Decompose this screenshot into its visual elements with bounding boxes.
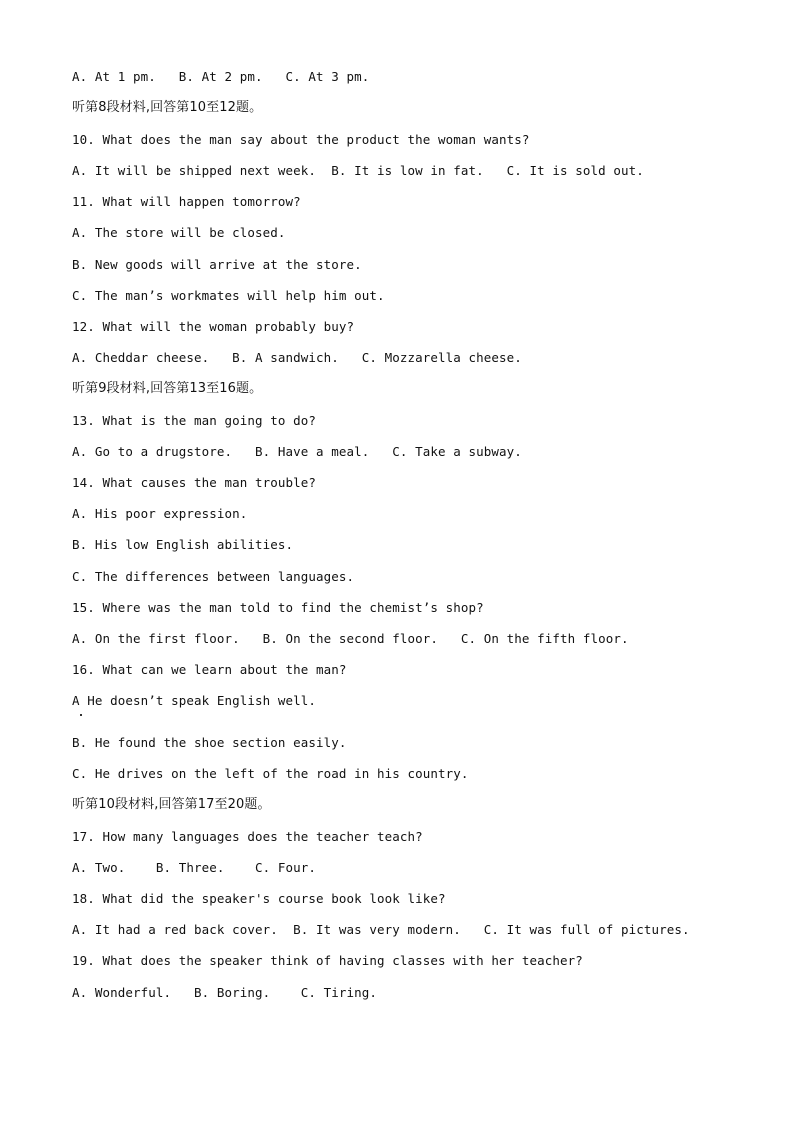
q10-options: A. It will be shipped next week. B. It is low in fat. C. It is sold out. (72, 163, 644, 178)
section-9-heading: 听第9段材料,回答第13至16题。 (72, 381, 263, 396)
q15-options: A. On the first floor. B. On the second floor. C. On the fifth floor. (72, 631, 629, 646)
q17-question: 17. How many languages does the teacher teach? (72, 829, 423, 844)
section-8-heading: 听第8段材料,回答第10至12题。 (72, 100, 263, 115)
q10-question: 10. What does the man say about the product the woman wants? (72, 132, 530, 147)
q14-option-c: C. The differences between languages. (72, 569, 355, 584)
q12-question: 12. What will the woman probably buy? (72, 319, 355, 334)
q18-question: 18. What did the speaker's course book look like? (72, 891, 446, 906)
q15-question: 15. Where was the man told to find the chemist’s shop? (72, 600, 484, 615)
q14-question: 14. What causes the man trouble? (72, 475, 317, 490)
q16-option-b: B. He found the shoe section easily. (72, 735, 347, 750)
q16-question: 16. What can we learn about the man? (72, 662, 347, 677)
q11-option-b: B. New goods will arrive at the store. (72, 257, 362, 272)
q11-question: 11. What will happen tomorrow? (72, 194, 301, 209)
q19-options: A. Wonderful. B. Boring. C. Tiring. (72, 985, 378, 1000)
q14-option-a: A. His poor expression. (72, 506, 248, 521)
q11-option-c: C. The man’s workmates will help him out. (72, 288, 385, 303)
q13-options: A. Go to a drugstore. B. Have a meal. C. Take a subway. (72, 444, 522, 459)
q16-option-a: A He doesn’t speak English well. (72, 693, 317, 708)
q13-question: 13. What is the man going to do? (72, 413, 317, 428)
document-page (72, 0, 752, 1123)
q16-option-c: C. He drives on the left of the road in his country. (72, 766, 469, 781)
q12-options: A. Cheddar cheese. B. A sandwich. C. Mozzarella cheese. (72, 350, 522, 365)
stray-mark (80, 714, 82, 716)
q9-options: A. At 1 pm. B. At 2 pm. C. At 3 pm. (72, 69, 370, 84)
q18-options: A. It had a red back cover. B. It was very modern. C. It was full of pictures. (72, 922, 690, 937)
q19-question: 19. What does the speaker think of having classes with her teacher? (72, 953, 583, 968)
q17-options: A. Two. B. Three. C. Four. (72, 860, 317, 875)
q11-option-a: A. The store will be closed. (72, 225, 286, 240)
q14-option-b: B. His low English abilities. (72, 537, 294, 552)
section-10-heading: 听第10段材料,回答第17至20题。 (72, 797, 271, 812)
